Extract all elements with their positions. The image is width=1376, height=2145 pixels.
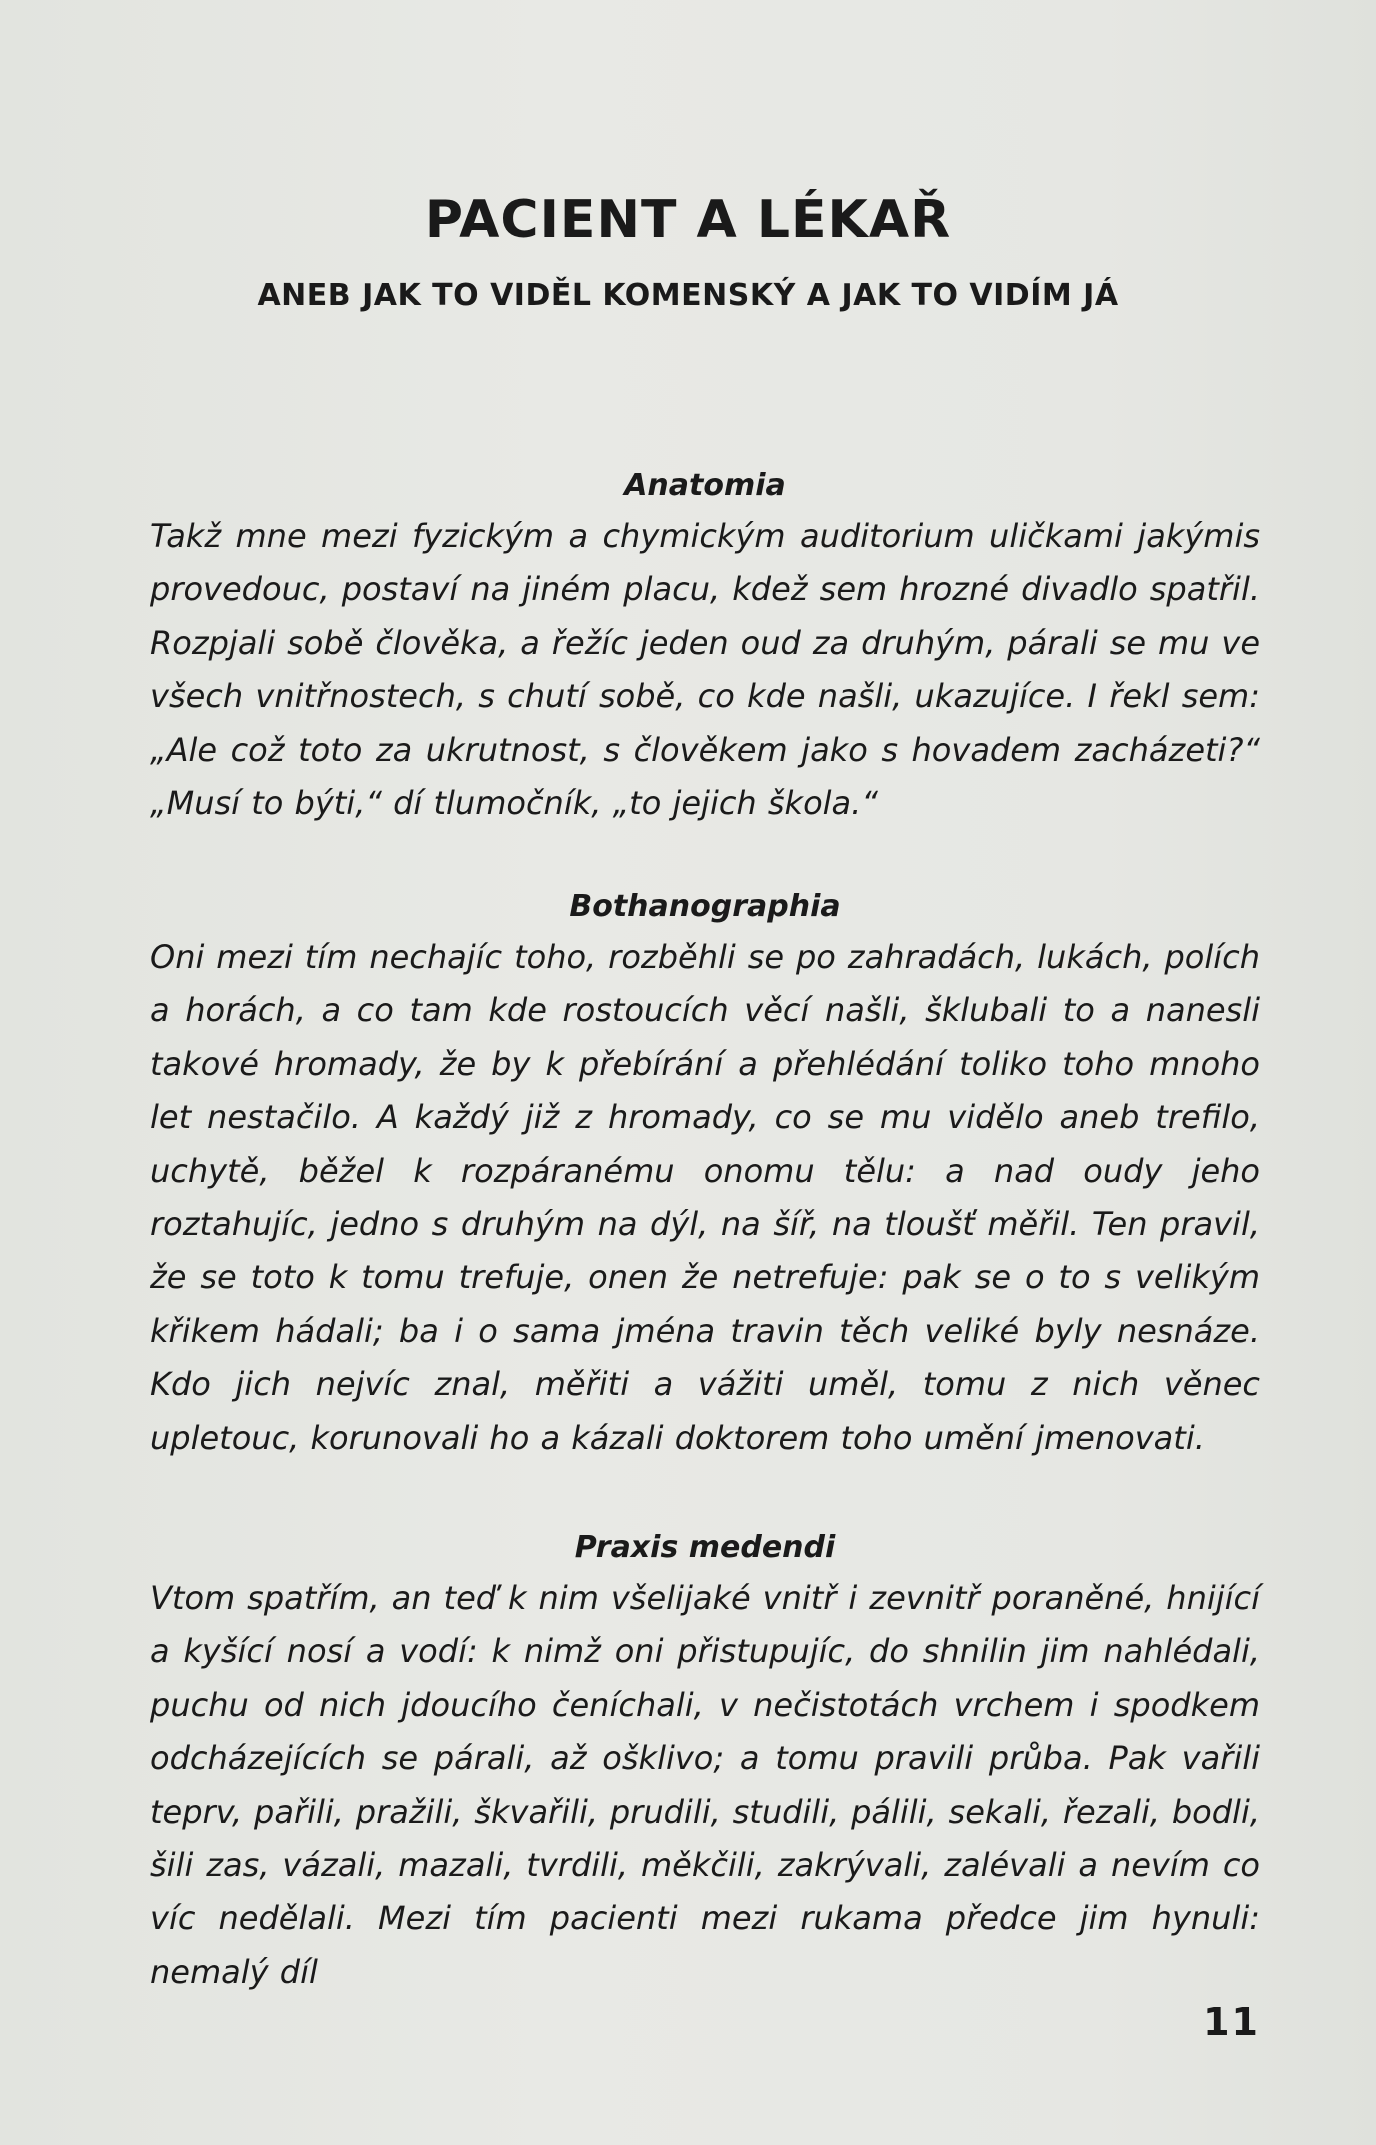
section-heading: Anatomia <box>624 468 786 503</box>
section-text: Vtom spatřím, an teď k nim všelijaké vnitř i zevnitř poraněné, hnijící a kyšící nosí a vodí: k nimž oni přistupujíc, do shnilin jim nahlédali, puchu od nich jdoucího čeníchali, v nečistotách vrchem i spodkem odcházejících se párali, až ošklivo; a tomu pravili průba. Pak vařili teprv, pařili, pražili, škvařili, prudili, studili, pálili, sekali, řezali, bodli, šili zas, vázali, mazali, tvrdili, měkčili, zakrývali, zalévali a nevím co víc nedělali. Mezi tím pacienti mezi rukama předce jim hynuli: nemalý díl <box>150 1579 1260 1991</box>
section-text: Takž mne mezi fyzickým a chymickým auditorium uličkami jakýmis provedouc, postaví na jiném placu, kdež sem hrozné divadlo spatřil. Rozpjali sobě člověka, a řežíc jeden oud za druhým, párali se mu ve všech vnitřnostech, s chutí sobě, co kde našli, ukazujíce. I řekl sem: „Ale což toto za ukrutnost, s člověkem jako s hovadem zacházeti?“ „Musí to býti,“ dí tlumočník, „to jejich škola.“ <box>150 517 1260 823</box>
section-praxis-medendi <box>150 1524 1260 1999</box>
section-anatomia <box>150 462 1260 830</box>
section-bothanographia <box>150 883 1260 1465</box>
page-number: 11 <box>1203 2000 1260 2044</box>
page-title: PACIENT A LÉKAŘ <box>424 190 952 250</box>
section-heading: Bothanographia <box>569 889 841 924</box>
section-text: Oni mezi tím nechajíc toho, rozběhli se po zahradách, lukách, polích a horách, a co tam kde rostoucích věcí našli, šklubali to a nanesli takové hromady, že by k přebírání a přehlédání toliko toho mnoho let nestačilo. A každý již z hromady, co se mu vidělo aneb trefilo, uchytě, běžel k rozpáranému onomu tělu: a nad oudy jeho roztahujíc, jedno s druhým na dýl, na šíř, na tloušť měřil. Ten pravil, že se toto k tomu trefuje, onen že netrefuje: pak se o to s velikým křikem hádali; ba i o sama jména travin těch veliké byly nesnáze. Kdo jich nejvíc znal, měřiti a vážiti uměl, tomu z nich věnec upletouc, korunovali ho a kázali doktorem toho umění jmenovati. <box>150 938 1260 1457</box>
section-heading: Praxis medendi <box>574 1530 836 1565</box>
page-subtitle: ANEB JAK TO VIDĚL KOMENSKÝ A JAK TO VIDÍM JÁ <box>257 278 1119 313</box>
